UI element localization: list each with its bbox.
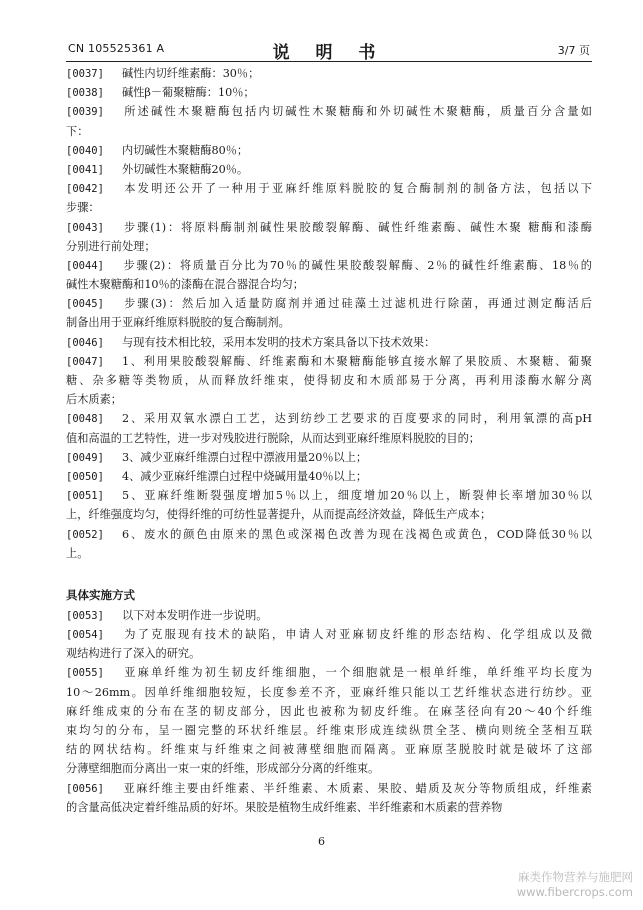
paragraph-line: [66, 371, 592, 390]
paragraph-line: [66, 141, 592, 160]
paragraph: [66, 486, 592, 524]
paragraph: [66, 448, 592, 467]
paragraph: [66, 606, 592, 625]
paragraph: [66, 663, 592, 778]
paragraph-line: [66, 759, 592, 778]
paragraph-line: [66, 644, 592, 663]
paragraph-number: [0051]: [66, 490, 104, 503]
header-rule: [66, 61, 592, 62]
paragraph-text: 4、减少亚麻纤维漂白过程中烧碱用量40％以上；: [122, 469, 368, 483]
paragraph-number: [0049]: [66, 451, 104, 464]
paragraph-text: 碱性β－葡聚糖酶：10％；: [122, 86, 255, 100]
section-title: 具体实施方式: [66, 587, 135, 602]
paragraph: [66, 256, 592, 294]
paragraph-text: 3、减少亚麻纤维漂白过程中漂液用量20％以上；: [122, 450, 368, 464]
paragraph-line: [66, 160, 592, 179]
paragraph-text: 糖、杂多糖等类物质，从而释放纤维束，使得韧皮和木质部易于分离，再利用漆酶水解分离: [66, 374, 592, 387]
paragraph-number: [0043]: [66, 221, 104, 234]
paragraph-line: [66, 179, 592, 198]
paragraph-text: 以下对本发明作进一步说明。: [122, 608, 268, 622]
paragraph-line: [66, 198, 592, 217]
paragraph-number: [0040]: [66, 144, 104, 157]
paragraph-number: [0048]: [66, 413, 104, 426]
paragraph-line: [66, 102, 592, 121]
paragraph-group-1: [66, 64, 592, 563]
paragraph-text: 分薄壁细胞而分离出一束一束的纤维，形成部分分离的纤维束。: [66, 762, 380, 776]
paragraph-text: 值和高温的工艺特性，进一步对残胶进行脱除，从而达到亚麻纤维原料脱胶的目的；: [66, 431, 480, 445]
paragraph-number: [0039]: [66, 106, 104, 119]
paragraph-number: [0053]: [66, 609, 104, 622]
paragraph: [66, 83, 592, 102]
paragraph-number: [0037]: [66, 68, 104, 80]
paragraph-text: 分别进行前处理；: [66, 239, 156, 253]
paragraph-group-2: [66, 606, 592, 817]
paragraph-text: 制备出用于亚麻纤维原料脱胶的复合酶制剂。: [66, 316, 290, 330]
paragraph-line: [66, 333, 592, 352]
paragraph: [66, 467, 592, 486]
paragraph-text: 束均匀的分布，呈一圈完整的环状纤维层。纤维束形成连续纵贯全茎、横向则统全茎相互联: [66, 724, 592, 737]
watermark: [517, 870, 633, 900]
paragraph-text: 亚麻纤维主要由纤维素、半纤维素、木质素、果胶、蜡质及灰分等物质组成，纤维素: [122, 781, 592, 795]
paragraph-number: [0041]: [66, 163, 104, 176]
paragraph-text: 步骤(2)：将质量百分比为70％的碱性果胶酸裂解酶、2％的碱性纤维素酶、18％的: [122, 258, 592, 272]
paragraph: [66, 160, 592, 179]
paragraph-line: [66, 702, 592, 721]
paragraph-text: 麻纤维成束的分布在茎的韧皮部分，因此也被称为韧皮纤维。在麻茎径向有20～40个纤维: [66, 704, 592, 718]
paragraph: [66, 525, 592, 563]
paragraph-text: 碱性木聚糖酶和10％的漆酶在混合器混合均匀；: [66, 278, 304, 292]
paragraph-line: [66, 64, 592, 83]
paragraph-text: 步骤(1)：将原料酶制剂碱性果胶酸裂解酶、碱性纤维素酶、碱性木聚 糖酶和漆酶: [122, 220, 592, 234]
paragraph-line: [66, 779, 592, 798]
paragraph-line: [66, 409, 592, 428]
paragraph-number: [0056]: [66, 782, 104, 795]
paragraph-number: [0047]: [66, 355, 104, 368]
paragraph-text: 上。: [66, 546, 89, 560]
paragraph-line: [66, 352, 592, 371]
paragraph-line: [66, 663, 592, 682]
paragraph-line: [66, 122, 592, 141]
paragraph-text: 步骤(3)：然后加入适量防腐剂并通过硅藻土过滤机进行除菌，再通过测定酶活后: [122, 297, 592, 311]
paragraph-number: [0046]: [66, 336, 104, 349]
paragraph-number: [0055]: [66, 667, 104, 680]
paragraph-text: 本发明还公开了一种用于亚麻纤维原料脱胶的复合酶制剂的制备方法，包括以下: [122, 182, 592, 196]
paragraph-number: [0045]: [66, 298, 104, 311]
paragraph-text: 10～26mm。因单纤维细胞较短，长度参差不齐，亚麻纤维只能以工艺纤维状态进行纺纱。亚: [66, 685, 592, 699]
paragraph-text: 后木质素；: [66, 393, 122, 407]
paragraph-text: 下：: [66, 124, 89, 138]
paragraph-line: [66, 683, 592, 702]
paragraph-text: 为了克服现有技术的缺陷，申请人对亚麻韧皮纤维的形态结构、化学组成以及微: [122, 628, 592, 642]
paragraph-line: [66, 313, 592, 332]
paragraph-text: 所述碱性木聚糖酶包括内切碱性木聚糖酶和外切碱性木聚糖酶，质量百分含量如: [122, 105, 592, 119]
paragraph-number: [0038]: [66, 87, 104, 100]
paragraph-line: [66, 740, 592, 759]
paragraph: [66, 352, 592, 410]
paragraph-line: [66, 256, 592, 275]
paragraph: [66, 64, 592, 83]
page-header: [68, 38, 590, 63]
paragraph-line: [66, 486, 592, 505]
paragraph-number: [0044]: [66, 259, 104, 272]
paragraph: [66, 102, 592, 140]
paragraph-line: [66, 505, 592, 524]
paragraph: [66, 141, 592, 160]
publication-number: CN 105525361 A: [68, 42, 165, 55]
paragraph-line: [66, 294, 592, 313]
paragraph-line: [66, 390, 592, 409]
paragraph-text: 上，纤维强度均匀，使得纤维的可纺性显著提升，从而提高经济效益，降低生产成本；: [66, 508, 492, 522]
paragraph-text: 内切碱性木聚糖酶80％；: [122, 143, 249, 157]
paragraph-number: [0042]: [66, 183, 104, 196]
paragraph: [66, 218, 592, 256]
paragraph: [66, 625, 592, 663]
paragraph-number: [0050]: [66, 470, 104, 483]
paragraph-line: [66, 544, 592, 563]
paragraph-line: [66, 83, 592, 102]
paragraph-text: 6、废水的颜色由原来的黑色或深褐色改善为现在浅褐色或黄色，COD降低30％以: [122, 527, 592, 541]
paragraph-number: [0052]: [66, 528, 104, 541]
document-body: [66, 64, 592, 817]
page-indicator: 3/7 页: [557, 44, 590, 57]
paragraph-line: [66, 467, 592, 486]
watermark-line-2: www.fibercrops.com: [516, 885, 633, 899]
paragraph-text: 外切碱性木聚糖酶20％。: [122, 162, 249, 176]
paragraph-text: 的含量高低决定着纤维品质的好坏。果胶是植物生成纤维素、半纤维素和木质素的营养物: [66, 800, 503, 814]
paragraph-line: [66, 275, 592, 294]
paragraph-line: [66, 218, 592, 237]
page-number: 6: [318, 835, 325, 848]
paragraph-line: [66, 525, 592, 544]
document-title: 说 明 书: [272, 43, 386, 63]
paragraph: [66, 179, 592, 217]
watermark-line-1: 麻类作物营养与施肥网: [518, 870, 633, 884]
paragraph: [66, 294, 592, 332]
paragraph-number: [0054]: [66, 629, 104, 642]
paragraph-text: 亚麻单纤维为初生韧皮纤维细胞，一个细胞就是一根单纤维，单纤维平均长度为: [122, 666, 592, 680]
paragraph-line: [66, 721, 592, 740]
paragraph-line: [66, 606, 592, 625]
paragraph-line: [66, 237, 592, 256]
paragraph: [66, 409, 592, 447]
paragraph-line: [66, 448, 592, 467]
paragraph-text: 观结构进行了深入的研究。: [66, 647, 201, 661]
paragraph-line: [66, 429, 592, 448]
paragraph-line: [66, 625, 592, 644]
paragraph-text: 1、利用果胶酸裂解酶、纤维素酶和木聚糖酶能够直接水解了果胶质、木聚糖、葡聚: [122, 354, 592, 368]
paragraph-text: 5、亚麻纤维断裂强度增加5％以上，细度增加20％以上，断裂伸长率增加30％以: [122, 489, 592, 503]
paragraph-text: 碱性内切纤维素酶：30％；: [122, 67, 260, 80]
paragraph-line: [66, 798, 592, 817]
paragraph-text: 结的网状结构。纤维束与纤维束之间被薄壁细胞而隔离。亚麻原茎脱胶时就是破坏了这部: [66, 743, 592, 757]
paragraph-text: 与现有技术相比较，采用本发明的技术方案具备以下技术效果：: [122, 335, 436, 349]
paragraph-text: 步骤：: [66, 201, 100, 215]
paragraph-text: 2、采用双氧水漂白工艺，达到纺纱工艺要求的百度要求的同时，利用氧漂的高pH: [122, 412, 592, 426]
paragraph: [66, 333, 592, 352]
paragraph: [66, 779, 592, 817]
